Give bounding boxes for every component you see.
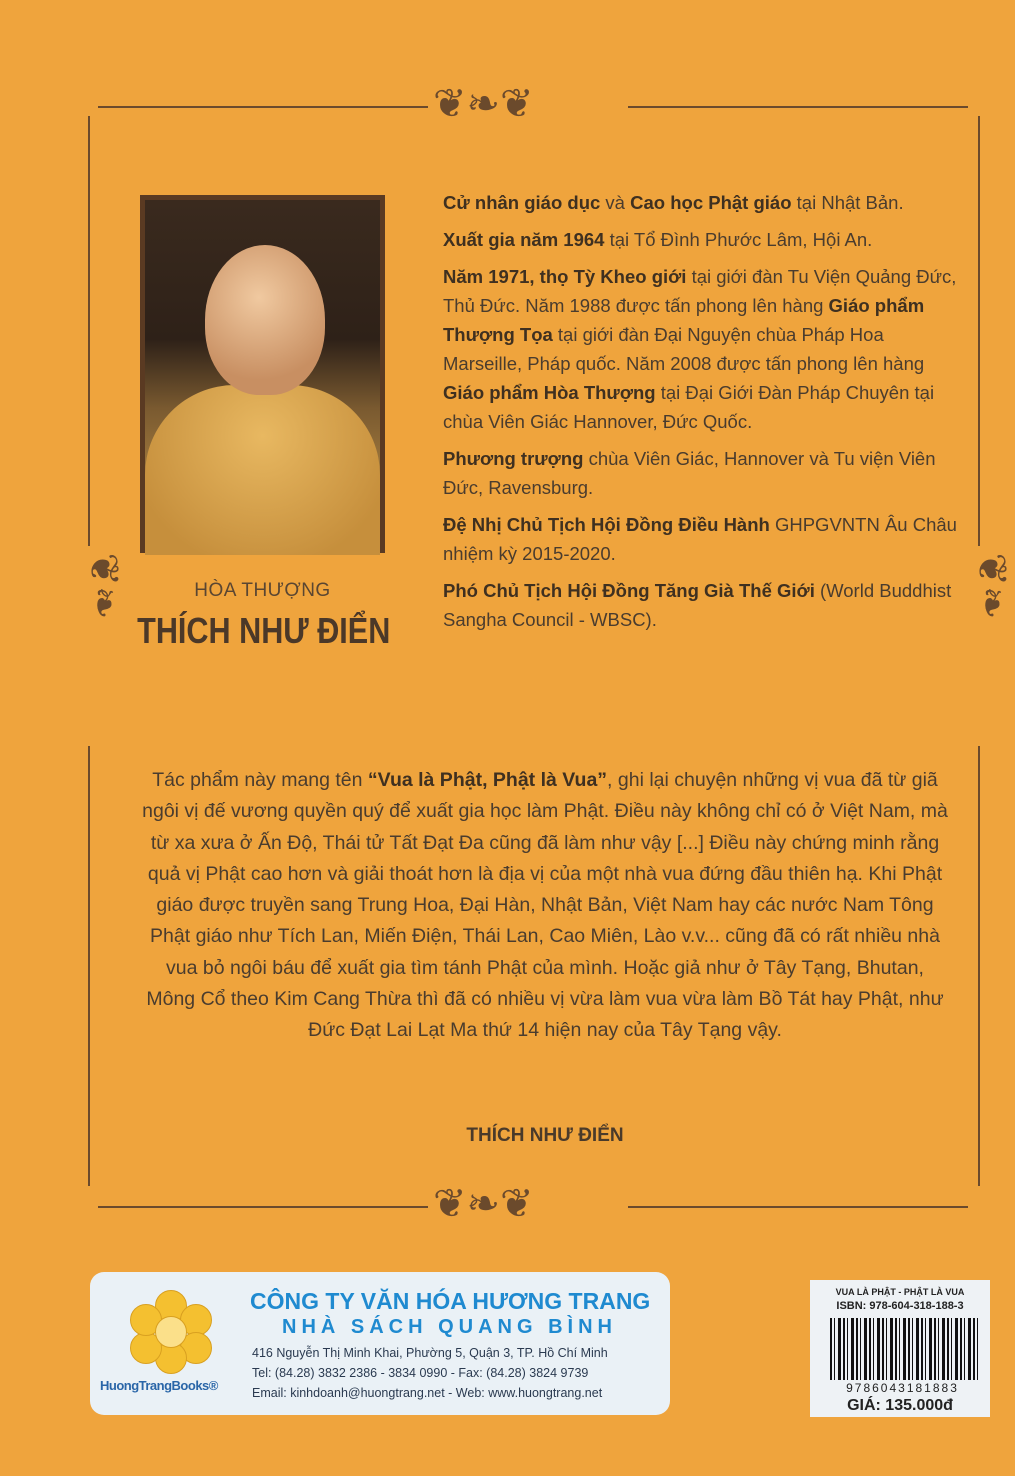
text: tại Nhật Bản. (791, 192, 904, 213)
bio-item (443, 188, 968, 217)
publisher-logo-text: HuongTrangBooks® (100, 1378, 218, 1393)
bottom-ornament-icon: ❦❧❦ (433, 1181, 534, 1227)
bio-item (443, 444, 968, 502)
author-photo (140, 195, 385, 553)
text: chùa Viên Giác, Hannover và Tu viện Viên Đức, Ravensburg. (443, 448, 936, 498)
bio-item (443, 225, 968, 254)
bold-text: Phương trượng (443, 448, 584, 469)
publisher-phone: Tel: (84.28) 3832 2386 - 3834 0990 - Fax: (84.28) 3824 9739 (252, 1366, 589, 1380)
author-title: HÒA THƯỢNG (194, 580, 331, 601)
bold-text: Giáo phẩm Thượng Tọa (443, 295, 925, 345)
text: tại Tổ Đình Phước Lâm, Hội An. (604, 229, 873, 250)
text: Tác phẩm này mang tên (152, 769, 368, 791)
text: tại giới đàn Đại Nguyện chùa Pháp Hoa Marseille, Pháp quốc. Năm 2008 được tấn phong lên hàng (443, 324, 925, 374)
isbn-number: ISBN: 978-604-318-188-3 (836, 1300, 964, 1312)
bold-text: Giáo phẩm Hòa Thượng (443, 382, 656, 403)
top-ornament-icon: ❦❧❦ (433, 81, 534, 127)
barcode-book-title: VUA LÀ PHẬT - PHẬT LÀ VUA (835, 1287, 965, 1297)
text: , ghi lại chuyện những vị vua đã từ giã ngôi vị đế vương quyền quý để xuất gia học làm Phật. Điều này không chỉ có ở Việt Nam, mà từ xa xưa ở Ấn Độ, Thái tử Tất Đạt Đa cũng đã làm như vậy [...] Điều này chứng minh rằng quả vị Phật cao hơn và giải thoát hơn là địa vị của một nhà vua đứng đầu thiên hạ. Khi Phật giáo được truyền sang Trung Hoa, Đại Hàn, Nhật Bản, Việt Nam hay các nước Nam Tông Phật giáo như Tích Lan, Miến Điện, Thái Lan, Cao Miên, Lào v.v... cũng đã có rất nhiều nhà vua bỏ ngôi báu để xuất gia tìm tánh Phật của mình. Hoặc giả như ở Tây Tạng, Bhutan, Mông Cổ theo Kim Cang Thừa thì đã có nhiều vị vừa làm vua vừa làm Bồ Tát hay Phật, như Đức Đạt Lai Lạt Ma thứ 14 hiện nay của Tây Tạng vậy. (142, 769, 948, 1042)
bold-text: Năm 1971, thọ Tỳ Kheo giới (443, 266, 687, 287)
bold-text: Đệ Nhị Chủ Tịch Hội Đồng Điều Hành (443, 514, 770, 535)
barcode-icon (830, 1318, 980, 1380)
publisher-contact: Email: kinhdoanh@huongtrang.net - Web: www.huongtrang.net (252, 1386, 603, 1400)
text: và (600, 192, 631, 213)
text: (World Buddhist Sangha Council - WBSC). (443, 580, 952, 630)
author-bio (443, 188, 968, 642)
book-description (142, 765, 948, 1047)
signature: THÍCH NHƯ ĐIỂN (466, 1125, 624, 1146)
publisher-logo-icon (130, 1290, 210, 1370)
bold-text: Phó Chủ Tịch Hội Đồng Tăng Già Thế Giới (443, 580, 815, 601)
publisher-address: 416 Nguyễn Thị Minh Khai, Phường 5, Quận 3, TP. Hồ Chí Minh (252, 1346, 608, 1360)
bio-item (443, 510, 968, 568)
author-name: THÍCH NHƯ ĐIỂN (137, 610, 391, 651)
right-ornament-icon: ❦❧ (968, 552, 1015, 620)
bold-text: Xuất gia năm 1964 (443, 229, 605, 250)
bold-text: Cử nhân giáo dục (443, 192, 601, 213)
publisher-company: CÔNG TY VĂN HÓA HƯƠNG TRANG (250, 1288, 651, 1314)
text: tại Đại Giới Đàn Pháp Chuyên tại chùa Viên Giác Hannover, Đức Quốc. (443, 382, 935, 432)
price: GIÁ: 135.000đ (847, 1397, 953, 1414)
bold-text: “Vua là Phật, Phật là Vua” (367, 769, 608, 791)
barcode-label (810, 1280, 990, 1417)
bio-item (443, 262, 968, 436)
left-ornament-icon: ❦❧ (80, 552, 127, 620)
text: GHPGVNTN Âu Châu nhiệm kỳ 2015-2020. (443, 514, 957, 564)
barcode-digits: 9786043181883 (846, 1381, 959, 1395)
bio-item (443, 576, 968, 634)
publisher-bookstore: NHÀ SÁCH QUANG BÌNH (282, 1316, 617, 1338)
bold-text: Cao học Phật giáo (630, 192, 792, 213)
text: tại giới đàn Tu Viện Quảng Đức, Thủ Đức. Năm 1988 được tấn phong lên hàng (443, 266, 957, 316)
publisher-box (90, 1272, 670, 1415)
